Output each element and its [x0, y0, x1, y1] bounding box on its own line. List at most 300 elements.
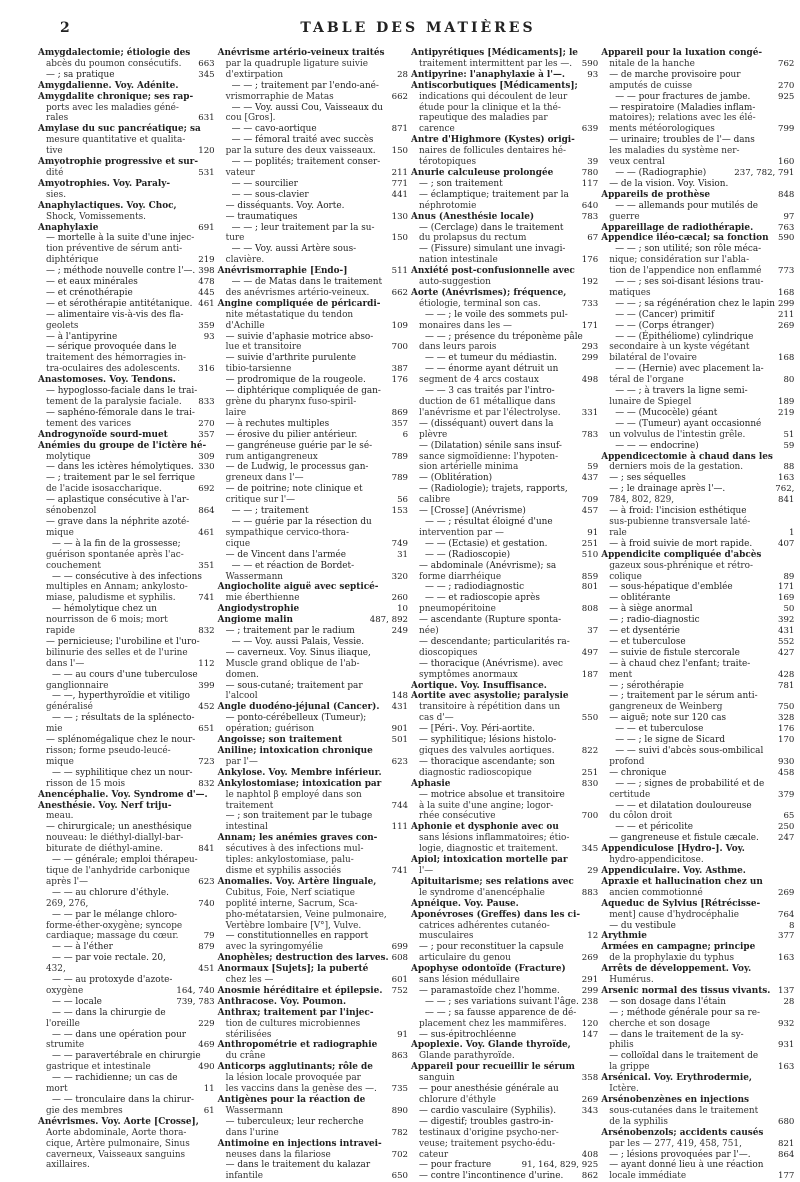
entry-text: Anévrismes. Voy. Aorte [Crosse], — [38, 1116, 199, 1127]
entry-text: Angle duodéno-jéjunal (Cancer). — [217, 702, 380, 713]
entry-text: amputés de cuisse — [609, 80, 693, 91]
entry-text: Apiol; intoxication mortelle par — [411, 855, 568, 866]
entry-text: sénobenzol — [46, 506, 97, 517]
entry-text: — — ; le signe de Sicard — [615, 735, 726, 746]
entry-page: 219 — [778, 407, 795, 418]
index-entry — [218, 353, 408, 364]
entry-text: guerre — [609, 211, 640, 222]
entry-page: 498 — [581, 375, 599, 386]
index-entry — [411, 801, 598, 812]
entry-text: — — ; le voile des sommets pul- — [425, 309, 568, 320]
entry-text: Anévrismorraphie [Endo-] — [217, 266, 348, 277]
index-entry — [38, 1128, 215, 1139]
entry-text: Appareils de prothèse — [601, 189, 710, 200]
entry-text: molytique — [46, 451, 91, 462]
index-entry — [38, 746, 215, 757]
entry-page: 744 — [391, 800, 409, 811]
entry-text: — ponto-cérébelleux (Tumeur); — [225, 713, 367, 724]
index-entry — [601, 375, 794, 386]
index-entry — [218, 1084, 408, 1095]
entry-text: — — consécutive à des infections — [52, 571, 202, 582]
entry-text: — — (Hernie) avec placement la- — [615, 364, 764, 375]
entry-page: 112 — [198, 658, 215, 669]
entry-text: placement chez les mammifères. — [419, 1018, 567, 1029]
entry-page: 780 — [581, 167, 599, 178]
index-entry — [38, 364, 215, 375]
entry-page: 762, — [775, 484, 795, 495]
entry-text: Anémies du groupe de l'ictère hé- — [38, 440, 207, 451]
entry-text: les maladies du système ner- — [609, 146, 740, 157]
index-entry — [411, 310, 598, 321]
index-entry — [411, 288, 598, 299]
index-entry — [38, 1160, 215, 1171]
entry-text: ment] cause d'hydrocéphalie — [609, 909, 739, 920]
index-entry — [411, 179, 598, 190]
index-entry — [218, 1171, 408, 1182]
index-entry — [411, 92, 598, 103]
index-entry — [38, 681, 215, 692]
entry-text: chez les — — [225, 975, 274, 986]
entry-page: 6 — [402, 429, 409, 440]
entry-text: cherche et son dosage — [609, 1018, 711, 1029]
entry-text: traitement intermittent par les —. — [419, 58, 573, 69]
entry-text: — — (Ectasie) et gestation. — [425, 538, 548, 549]
entry-text: — — générale; emploi thérapeu- — [52, 855, 198, 866]
entry-text: Apophyse odontoïde (Fracture) — [411, 964, 566, 975]
index-entry — [218, 48, 408, 59]
index-entry — [218, 70, 408, 81]
entry-page: 691 — [198, 222, 215, 233]
entry-page: 662 — [391, 287, 409, 298]
entry-text: cateur — [419, 1149, 449, 1160]
index-entry — [601, 648, 794, 659]
index-entry — [218, 277, 408, 288]
entry-page: 88 — [783, 462, 795, 473]
entry-text: — — par voie rectale. 20, — [52, 953, 166, 964]
entry-text: Arsénobenzènes en injections — [601, 1095, 750, 1105]
entry-text: nouveau: le diéthyl-diallyl-bar- — [46, 833, 184, 844]
entry-text: pneumopéritoine — [419, 604, 496, 615]
index-entry — [601, 1128, 794, 1139]
entry-text: sympathique cervico-thora- — [225, 527, 349, 538]
entry-text: — à l'antipyrine — [46, 331, 118, 342]
index-entry — [38, 811, 215, 822]
index-entry — [601, 768, 794, 779]
entry-text: Anesthésie. Voy. Nerf triju- — [38, 800, 172, 811]
entry-text: Anomalies. Voy. Artère linguale, — [217, 876, 377, 887]
entry-text: — de poitrine; note clinique et — [225, 484, 363, 495]
index-entry — [411, 713, 598, 724]
index-entry — [38, 59, 215, 70]
index-entry — [218, 81, 408, 92]
entry-text: — diphtérique compliquée de gan- — [225, 386, 381, 397]
entry-text: cique, Artère pulmonaire, Sinus — [46, 1138, 190, 1149]
entry-page: 377 — [778, 931, 795, 942]
index-entry — [411, 1062, 598, 1073]
entry-page: 320 — [391, 571, 409, 582]
index-entry — [601, 1095, 794, 1106]
entry-text: — hémolytique chez un — [52, 604, 158, 615]
index-entry — [38, 975, 215, 986]
entry-page: 741 — [198, 593, 215, 604]
entry-page: 164, 740 — [176, 985, 215, 996]
entry-page: 56 — [397, 495, 409, 506]
entry-page: 51 — [783, 429, 795, 440]
entry-text: du prolapsus du rectum — [419, 233, 527, 244]
entry-page: 392 — [778, 615, 795, 626]
entry-text: — — par le mélange chloro- — [52, 909, 178, 920]
entry-text: articulaire du genou — [419, 953, 511, 964]
entry-text: symptômes anormaux — [419, 669, 518, 680]
entry-text: Aphasie — [411, 778, 451, 789]
entry-page: 65 — [783, 811, 795, 822]
entry-text: — (disséquant) ouvert dans la — [419, 418, 554, 429]
entry-text: — saphéno-fémorale dans le trai- — [46, 407, 195, 418]
entry-page: 93 — [203, 331, 215, 342]
index-entry — [38, 124, 215, 135]
entry-page: 171 — [778, 582, 795, 593]
entry-text: nation intestinale — [419, 255, 498, 266]
entry-page: 28 — [397, 69, 409, 80]
entry-text: la grippe — [609, 1062, 650, 1073]
index-entry — [38, 790, 215, 801]
entry-text: — sérique provoquée dans le — [46, 342, 177, 353]
index-entry — [411, 931, 598, 942]
index-entry — [218, 495, 408, 506]
entry-text: — — ; résultat éloigné d'une — [425, 516, 553, 527]
entry-text: testinaux d'origine psycho-ner- — [419, 1127, 559, 1138]
entry-page: 299 — [581, 353, 599, 364]
index-entry — [218, 615, 408, 626]
index-entry — [411, 833, 598, 844]
entry-text: poplité interne, Sacrum, Sca- — [225, 898, 358, 909]
index-entry — [601, 964, 794, 975]
entry-text: infantile — [225, 1171, 263, 1182]
index-entry — [411, 1160, 598, 1171]
entry-text: giques des valvules aortiques. — [419, 746, 555, 756]
index-entry — [411, 844, 598, 855]
index-entry — [601, 975, 794, 986]
entry-text: segment de 4 arcs costaux — [419, 375, 539, 386]
entry-page: 260 — [391, 593, 409, 604]
entry-text: après l'— — [46, 876, 88, 887]
entry-page: 640 — [581, 200, 599, 211]
entry-text: — — ; sa fausse apparence de dé- — [425, 1007, 577, 1018]
index-entry — [218, 593, 408, 604]
index-entry — [218, 572, 408, 583]
entry-text: d'extirpation — [225, 69, 284, 80]
index-entry — [38, 921, 215, 932]
index-entry — [218, 244, 408, 255]
index-entry — [601, 135, 794, 146]
entry-text: — et crénothérapie — [46, 287, 133, 298]
entry-page: 291 — [581, 975, 599, 986]
entry-text: — et sérothérapie antitétanique. — [46, 298, 193, 309]
index-entry — [38, 135, 215, 146]
entry-page: 782 — [391, 1127, 409, 1138]
index-entry — [601, 953, 794, 964]
index-entry — [218, 157, 408, 168]
index-entry — [411, 397, 598, 408]
entry-text: Wassermann — [225, 571, 284, 582]
entry-page: 309 — [198, 451, 215, 462]
entry-text: — sous-cutané; traitement par — [225, 680, 363, 691]
index-entry — [411, 1040, 598, 1051]
entry-text: Antigènes pour la réaction de — [217, 1095, 366, 1105]
entry-page: 590 — [778, 233, 795, 244]
index-entry — [601, 593, 794, 604]
entry-text: diphtérique — [46, 255, 99, 266]
entry-text: du côlon droit — [609, 811, 673, 822]
entry-text: hydro-appendicitose. — [609, 855, 704, 866]
entry-text: un volvulus de l'intestin grêle. — [609, 429, 746, 440]
index-entry — [601, 582, 794, 593]
entry-text: d'Achille — [225, 320, 265, 331]
index-entry — [218, 779, 408, 790]
entry-text: — contre l'incontinence d'urine. — [419, 1171, 564, 1182]
index-column-3 — [411, 48, 599, 1182]
index-entry — [38, 190, 215, 201]
index-entry — [38, 1106, 215, 1117]
entry-page: 120 — [581, 1018, 599, 1029]
entry-page: 399 — [198, 680, 215, 691]
index-entry — [38, 844, 215, 855]
entry-text: l'— — [419, 865, 434, 876]
index-entry — [38, 604, 215, 615]
entry-page: 358 — [581, 1073, 599, 1084]
entry-page: 773 — [778, 266, 795, 277]
entry-page: 293 — [581, 342, 599, 353]
index-entry — [38, 877, 215, 888]
entry-text: — — au cours d'une tuberculose — [52, 669, 198, 680]
index-entry — [218, 419, 408, 430]
entry-page: 764 — [778, 909, 795, 920]
index-entry — [38, 702, 215, 713]
entry-text: les vaccins dans la genèse des —. — [225, 1084, 377, 1095]
entry-text: — à froid: l'incision esthétique — [609, 506, 747, 517]
index-entry — [411, 1051, 598, 1062]
entry-text: — ; ses séquelles — [609, 473, 686, 484]
entry-page: 431 — [391, 702, 409, 713]
entry-text: Arsénical. Voy. Erythrodermie, — [601, 1073, 752, 1084]
index-entry — [601, 397, 794, 408]
index-entry — [601, 473, 794, 484]
index-column-4 — [601, 48, 795, 1182]
entry-text: — — (Épithéliome) cylindrique — [615, 331, 754, 342]
entry-page: 608 — [391, 953, 409, 964]
entry-text: Appareil pour recueillir le sérum — [411, 1062, 575, 1073]
entry-text: axillaires. — [46, 1160, 90, 1171]
entry-text: — aplastique consécutive à l'ar- — [46, 495, 190, 506]
entry-page: 497 — [581, 647, 599, 658]
entry-text: des anévrismes artério-veineux. — [225, 287, 370, 298]
entry-page: 832 — [198, 778, 215, 789]
index-entry — [411, 681, 598, 692]
entry-page: 631 — [198, 113, 215, 124]
index-entry — [411, 561, 598, 572]
entry-text: nitale de la hanche — [609, 58, 695, 69]
index-entry — [601, 1019, 794, 1030]
entry-text: — ; le drainage après l'—. — [609, 484, 726, 495]
index-entry — [218, 833, 408, 844]
entry-text: par la quadruple ligature suivie — [225, 58, 369, 69]
index-entry — [38, 223, 215, 234]
entry-text: Aortite avec asystolie; paralysie — [411, 691, 569, 702]
entry-page: 331 — [581, 407, 599, 418]
entry-page: 160 — [778, 157, 795, 168]
entry-page: 168 — [778, 287, 795, 298]
entry-page: 39 — [587, 157, 599, 168]
index-entry — [38, 779, 215, 790]
entry-text: chlorure d'éthyle — [419, 1095, 496, 1105]
index-entry — [38, 1040, 215, 1051]
index-entry — [601, 103, 794, 114]
entry-text: sans lésion médullaire — [419, 975, 520, 986]
entry-text: Aorte (Anévrismes); fréquence, — [411, 287, 567, 298]
index-entry — [411, 353, 598, 364]
entry-text: — dans les ictères hémolytiques. — [46, 462, 194, 473]
index-entry — [38, 255, 215, 266]
index-entry — [38, 277, 215, 288]
index-entry — [411, 124, 598, 135]
entry-text: — (Radiologie); trajets, rapports, — [419, 484, 568, 495]
entry-page: 801 — [581, 582, 599, 593]
entry-text: cas d'— — [419, 713, 454, 724]
index-entry — [601, 691, 794, 702]
index-entry — [411, 1117, 598, 1128]
index-entry — [218, 266, 408, 277]
entry-text: abcès du poumon consécutifs. — [46, 58, 182, 69]
index-entry — [411, 408, 598, 419]
entry-text: née) — [419, 626, 439, 637]
entry-text: — — guérie par la résection du — [231, 516, 372, 527]
entry-text: Ankylose. Voy. Membre inférieur. — [217, 767, 382, 778]
index-entry — [411, 517, 598, 528]
index-entry — [38, 1030, 215, 1041]
entry-text: — (Oblitération) — [419, 473, 493, 484]
entry-text: — — ; signes de probabilité et de — [615, 778, 765, 789]
index-entry — [218, 866, 408, 877]
index-entry — [601, 168, 794, 179]
entry-text: térotopiques — [419, 157, 477, 168]
entry-text: carence — [419, 124, 455, 135]
entry-text: — et tuberculose — [609, 636, 686, 647]
entry-text: nique; considération sur l'abla- — [609, 255, 750, 266]
entry-text: — de la vision. Voy. Vision. — [609, 178, 729, 189]
entry-text: Anthracose. Voy. Poumon. — [217, 996, 347, 1007]
entry-page: 531 — [198, 167, 215, 178]
index-entry — [601, 790, 794, 801]
entry-page: 830 — [581, 778, 599, 789]
index-entry — [218, 146, 408, 157]
entry-text: mie éberthienne — [225, 593, 300, 604]
entry-text: profond — [609, 756, 645, 767]
index-entry — [601, 48, 794, 59]
entry-page: 169 — [778, 593, 795, 604]
index-entry — [601, 877, 794, 888]
entry-page: 29 — [587, 865, 599, 876]
index-entry — [38, 757, 215, 768]
entry-page: 177 — [778, 1171, 795, 1182]
entry-text: indications qui découlent de leur — [419, 91, 568, 102]
entry-text: pho-métatarsien, Veine pulmonaire, — [225, 909, 387, 920]
index-entry — [601, 735, 794, 746]
entry-page: 11 — [203, 1084, 215, 1095]
entry-text: Appendicectomie à chaud dans les — [601, 451, 773, 462]
entry-page: 783 — [581, 211, 599, 222]
entry-page: 763 — [778, 222, 795, 233]
entry-text: rhée consécutive — [419, 811, 496, 822]
index-entry — [411, 822, 598, 833]
entry-page: 451 — [198, 964, 215, 975]
entry-text: — — et dilatation douloureuse — [615, 800, 752, 811]
index-entry — [218, 124, 408, 135]
index-entry — [411, 953, 598, 964]
index-entry — [218, 386, 408, 397]
entry-text: — suivie d'arthrite purulente — [225, 353, 357, 364]
index-entry — [601, 1030, 794, 1041]
index-entry — [218, 899, 408, 910]
index-entry — [38, 1150, 215, 1161]
index-entry — [218, 212, 408, 223]
entry-text: cique — [225, 538, 251, 549]
index-entry — [218, 92, 408, 103]
entry-text: intervention par — — [419, 527, 504, 538]
entry-text: ports avec les maladies géné- — [46, 102, 179, 113]
entry-page: 80 — [783, 375, 795, 386]
index-entry — [218, 790, 408, 801]
entry-text: ganglionnaire — [46, 680, 109, 691]
index-entry — [411, 593, 598, 604]
entry-page: 97 — [783, 211, 795, 222]
index-entry — [411, 1139, 598, 1150]
index-entry — [411, 1019, 598, 1030]
index-entry — [411, 277, 598, 288]
entry-text: — — dans la chirurgie de — [52, 1007, 166, 1018]
entry-text: — — allemands pour mutilés de — [615, 200, 759, 211]
entry-page: 821 — [778, 1138, 795, 1149]
entry-text: l'alcool — [225, 691, 258, 702]
index-entry — [38, 473, 215, 484]
entry-text: — — syphilitique chez un nour- — [52, 767, 193, 778]
entry-page: 187 — [581, 669, 599, 680]
entry-page: 469 — [198, 1040, 215, 1051]
entry-text: — suivie d'aphasie motrice abso- — [225, 331, 374, 342]
entry-page: 168 — [778, 353, 795, 364]
index-entry — [218, 910, 408, 921]
entry-page: 437 — [581, 473, 599, 484]
entry-page: 702 — [391, 1149, 409, 1160]
entry-text: Apraxie et hallucination chez un — [601, 876, 763, 887]
entry-text: Anévrisme artério-veineux traités — [217, 48, 385, 58]
entry-text: Anastomoses. Voy. Tendons. — [38, 375, 176, 386]
index-entry — [601, 746, 794, 757]
entry-text: rapide — [46, 626, 75, 637]
index-entry — [601, 92, 794, 103]
entry-page: 932 — [778, 1018, 795, 1029]
index-entry — [218, 964, 408, 975]
entry-text: sécutives à des infections mul- — [225, 844, 364, 855]
index-entry — [38, 462, 215, 473]
index-entry — [601, 724, 794, 735]
index-entry — [601, 223, 794, 234]
entry-text: — — ; traitement — [231, 506, 309, 517]
index-entry — [218, 310, 408, 321]
entry-text: sies. — [46, 189, 67, 200]
entry-page: 739, 783 — [176, 996, 215, 1007]
entry-text: lue et transitoire — [225, 342, 302, 353]
entry-text: Ictère. — [609, 1084, 639, 1095]
